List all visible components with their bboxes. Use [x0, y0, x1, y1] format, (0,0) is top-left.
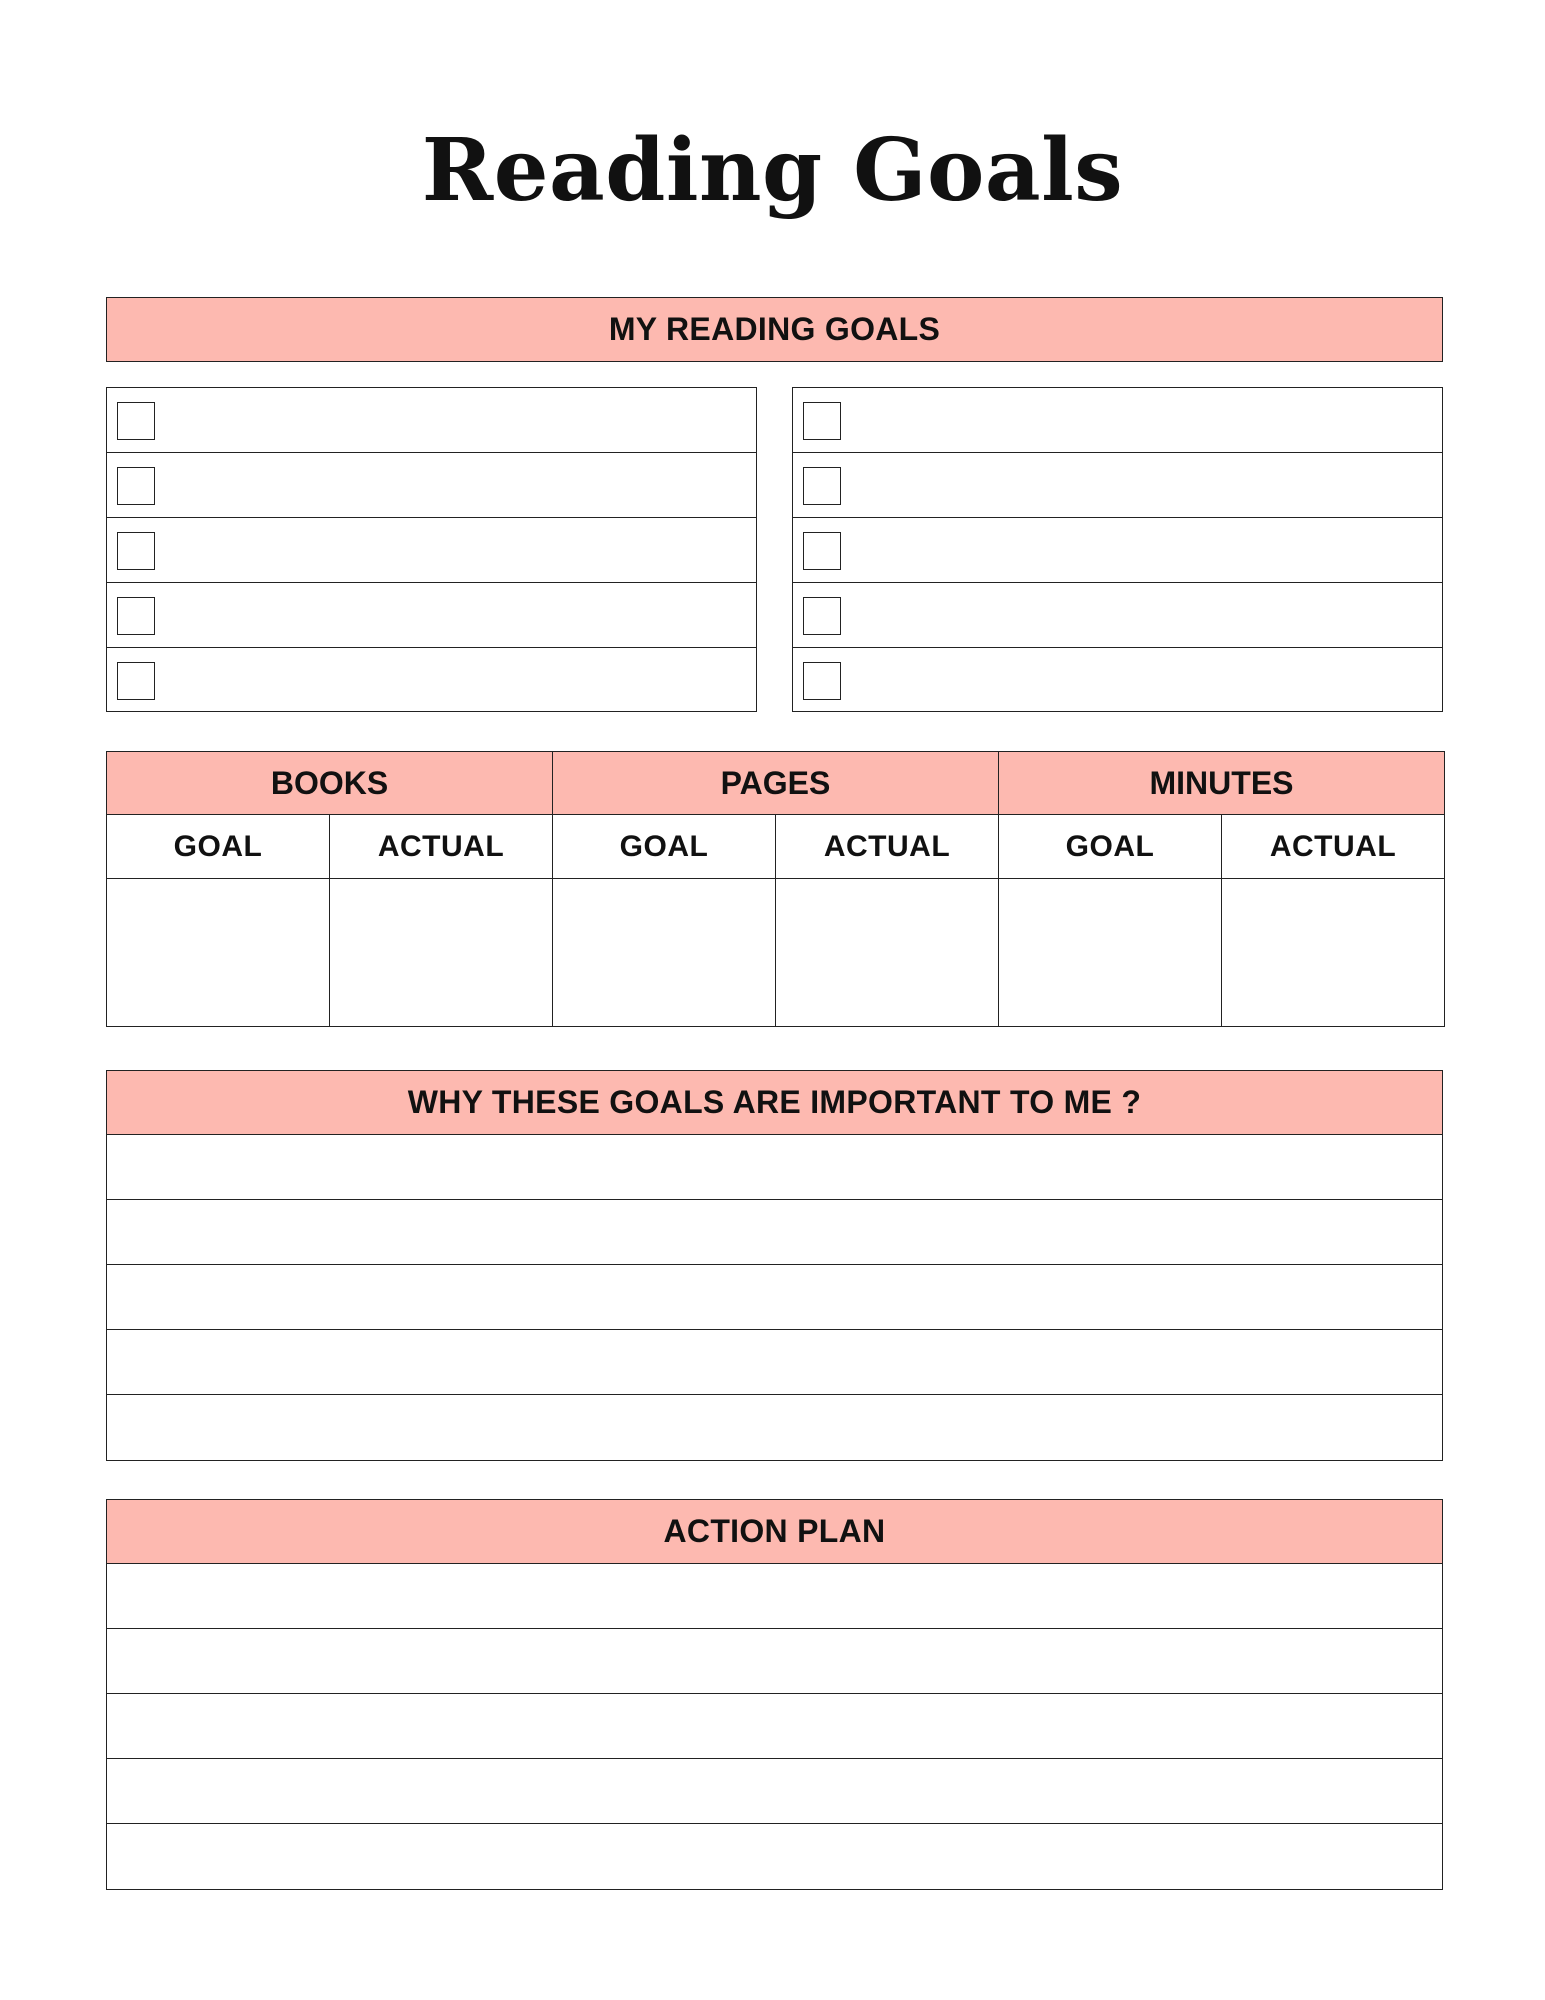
books-header: BOOKS	[107, 752, 553, 815]
why-line[interactable]	[107, 1395, 1442, 1460]
goal-row[interactable]	[793, 518, 1442, 583]
action-plan-lines	[106, 1564, 1443, 1890]
action-plan-line[interactable]	[107, 1629, 1442, 1694]
goal-checkbox[interactable]	[803, 402, 841, 440]
goal-row[interactable]	[793, 583, 1442, 648]
action-plan-line[interactable]	[107, 1694, 1442, 1759]
pages-goal-cell[interactable]	[553, 879, 776, 1027]
action-plan-line[interactable]	[107, 1564, 1442, 1629]
page-title: Reading Goals	[421, 120, 1124, 221]
goal-row[interactable]	[107, 388, 756, 453]
minutes-goal-label: GOAL	[999, 815, 1222, 879]
goal-row[interactable]	[107, 583, 756, 648]
books-goal-label: GOAL	[107, 815, 330, 879]
pages-goal-label: GOAL	[553, 815, 776, 879]
goal-checkbox[interactable]	[117, 532, 155, 570]
why-line[interactable]	[107, 1330, 1442, 1395]
tracker-table	[106, 751, 1445, 1027]
pages-actual-cell[interactable]	[776, 879, 999, 1027]
goal-row[interactable]	[793, 648, 1442, 713]
goal-checkbox[interactable]	[117, 597, 155, 635]
goal-checkbox[interactable]	[117, 662, 155, 700]
goals-list-right	[792, 387, 1443, 712]
books-goal-cell[interactable]	[107, 879, 330, 1027]
minutes-header: MINUTES	[999, 752, 1445, 815]
goal-checkbox[interactable]	[117, 402, 155, 440]
goal-row[interactable]	[107, 518, 756, 583]
action-plan-header: ACTION PLAN	[106, 1499, 1443, 1564]
goal-row[interactable]	[793, 453, 1442, 518]
pages-header: PAGES	[553, 752, 999, 815]
goal-checkbox[interactable]	[803, 597, 841, 635]
goal-row[interactable]	[793, 388, 1442, 453]
minutes-actual-cell[interactable]	[1222, 879, 1445, 1027]
why-line[interactable]	[107, 1265, 1442, 1330]
action-plan-line[interactable]	[107, 1824, 1442, 1889]
goal-checkbox[interactable]	[803, 532, 841, 570]
goals-list-left	[106, 387, 757, 712]
books-actual-cell[interactable]	[330, 879, 553, 1027]
pages-actual-label: ACTUAL	[776, 815, 999, 879]
books-actual-label: ACTUAL	[330, 815, 553, 879]
goal-checkbox[interactable]	[803, 467, 841, 505]
my-reading-goals-header: MY READING GOALS	[106, 297, 1443, 362]
goal-row[interactable]	[107, 648, 756, 713]
minutes-goal-cell[interactable]	[999, 879, 1222, 1027]
why-important-lines	[106, 1135, 1443, 1461]
why-line[interactable]	[107, 1200, 1442, 1265]
minutes-actual-label: ACTUAL	[1222, 815, 1445, 879]
why-line[interactable]	[107, 1135, 1442, 1200]
why-important-header: WHY THESE GOALS ARE IMPORTANT TO ME ?	[106, 1070, 1443, 1135]
goal-checkbox[interactable]	[117, 467, 155, 505]
goal-checkbox[interactable]	[803, 662, 841, 700]
action-plan-line[interactable]	[107, 1759, 1442, 1824]
goal-row[interactable]	[107, 453, 756, 518]
